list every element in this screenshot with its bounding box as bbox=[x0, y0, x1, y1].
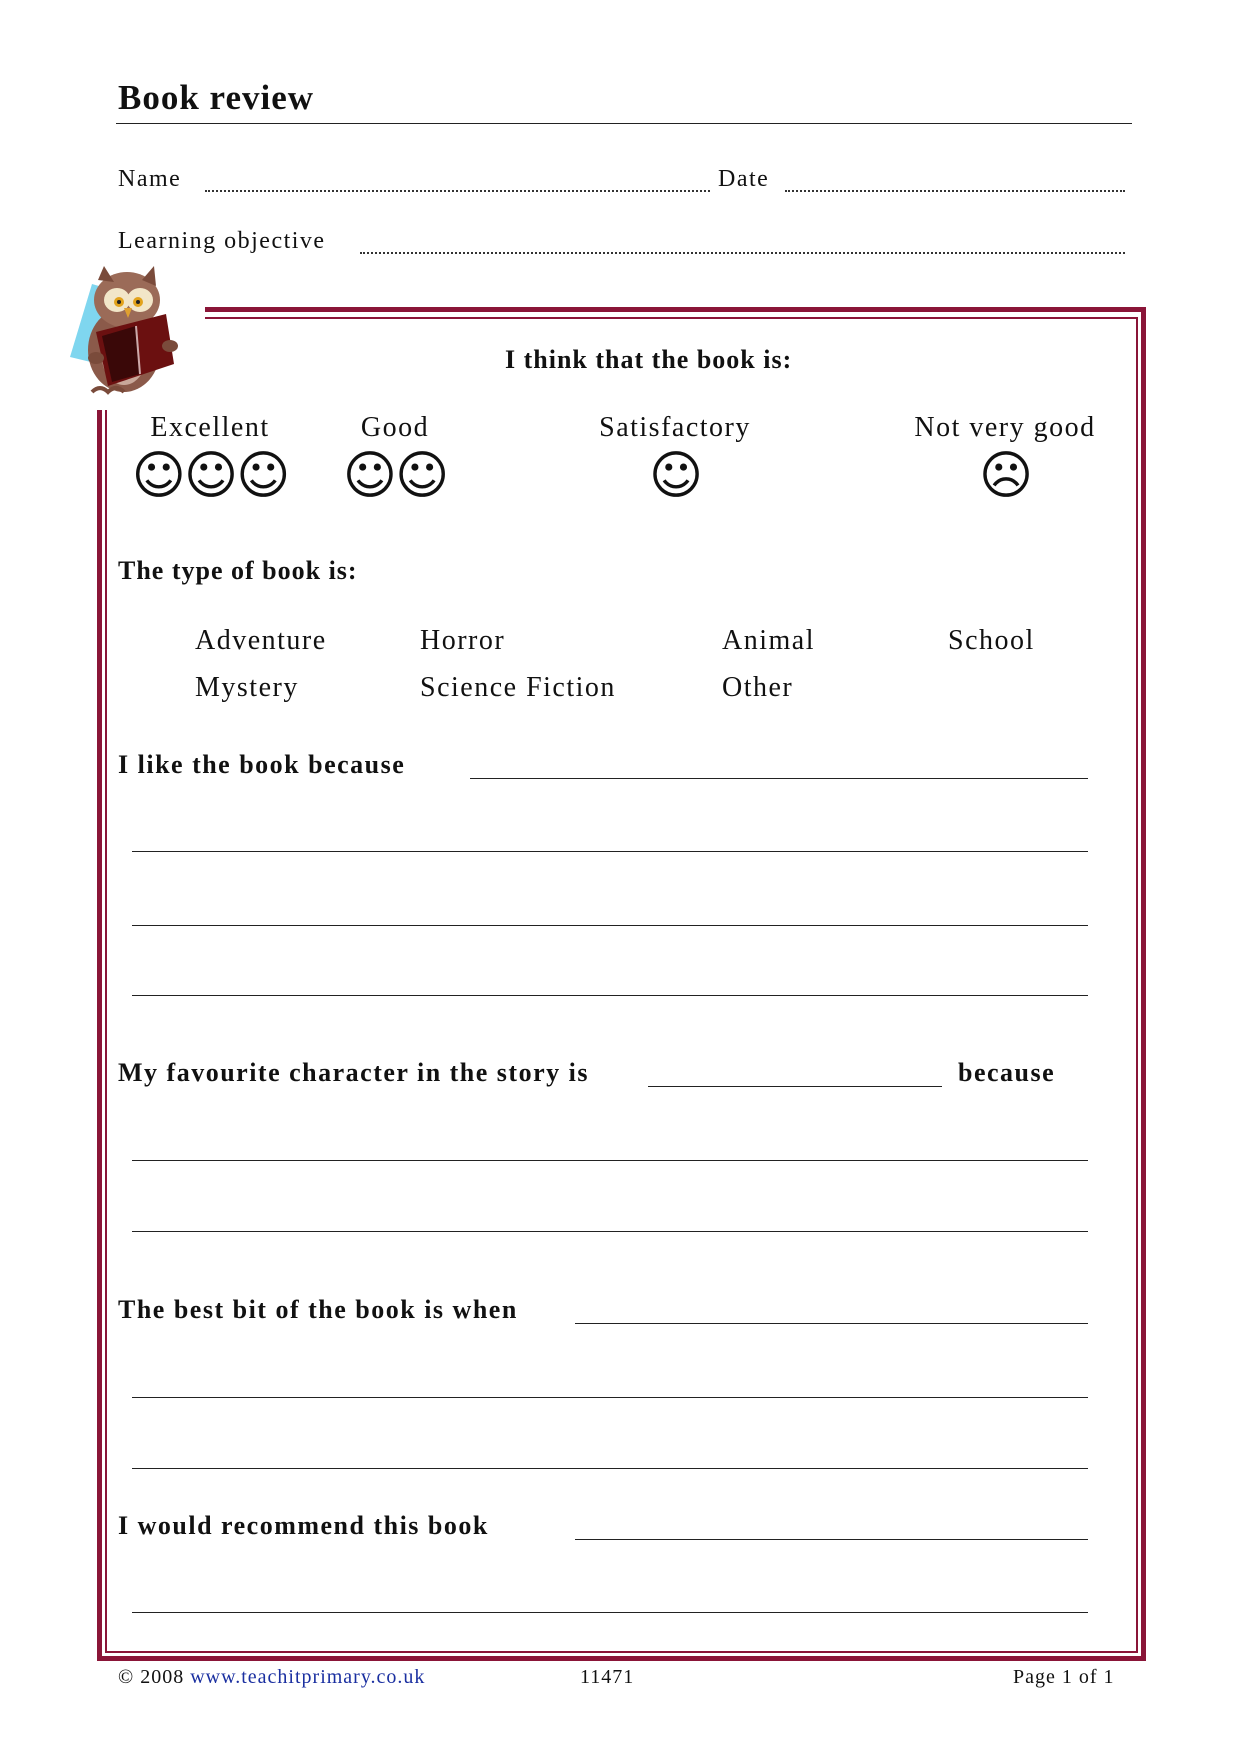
recommend-prompt: I would recommend this book bbox=[118, 1511, 489, 1540]
smiley-face-icon: ☺☺☺ bbox=[131, 446, 289, 506]
answer-line[interactable] bbox=[470, 778, 1088, 779]
genre-option-other[interactable]: Other bbox=[722, 672, 794, 703]
genre-option-mystery[interactable]: Mystery bbox=[195, 672, 299, 703]
resource-code: 11471 bbox=[580, 1666, 635, 1688]
rating-option-satisfactory[interactable] bbox=[565, 412, 785, 506]
answer-line[interactable] bbox=[132, 925, 1088, 926]
genre-option-school[interactable]: School bbox=[948, 625, 1035, 656]
objective-field[interactable] bbox=[360, 252, 1125, 254]
answer-line[interactable] bbox=[132, 1231, 1088, 1232]
objective-label: Learning objective bbox=[118, 228, 326, 254]
answer-line[interactable] bbox=[132, 851, 1088, 852]
rating-option-not-very-good[interactable] bbox=[890, 412, 1120, 506]
smiley-face-icon: ☺ bbox=[648, 446, 702, 506]
frowning-face-icon: ☹ bbox=[978, 446, 1032, 506]
genre-option-science-fiction[interactable]: Science Fiction bbox=[420, 672, 616, 703]
rating-label: Excellent bbox=[150, 412, 270, 443]
name-field[interactable] bbox=[205, 190, 710, 192]
answer-line[interactable] bbox=[132, 1468, 1088, 1469]
genre-option-animal[interactable]: Animal bbox=[722, 625, 815, 656]
genre-heading: The type of book is: bbox=[118, 556, 358, 585]
answer-line[interactable] bbox=[132, 1160, 1088, 1161]
copyright-text: © 2008 bbox=[118, 1666, 185, 1688]
review-frame-inner bbox=[105, 317, 1138, 1653]
owl-reading-book-icon bbox=[62, 262, 197, 402]
date-field[interactable] bbox=[785, 190, 1125, 192]
best-bit-prompt: The best bit of the book is when bbox=[118, 1295, 518, 1324]
title-underline bbox=[116, 123, 1132, 124]
rating-label: Good bbox=[360, 412, 430, 443]
genre-option-adventure[interactable]: Adventure bbox=[195, 625, 327, 656]
genre-option-horror[interactable]: Horror bbox=[420, 625, 506, 656]
name-label: Name bbox=[118, 166, 182, 192]
date-label: Date bbox=[718, 166, 770, 192]
rating-option-good[interactable] bbox=[320, 412, 470, 506]
answer-line[interactable] bbox=[132, 1612, 1088, 1613]
like-prompt: I like the book because bbox=[118, 750, 406, 779]
answer-line[interactable] bbox=[132, 995, 1088, 996]
character-answer-line[interactable] bbox=[648, 1086, 942, 1087]
footer-copyright bbox=[118, 1666, 425, 1689]
rating-option-excellent[interactable] bbox=[120, 412, 300, 506]
answer-line[interactable] bbox=[132, 1397, 1088, 1398]
website-link[interactable]: www.teachitprimary.co.uk bbox=[190, 1666, 426, 1688]
rating-label: Not very good bbox=[914, 412, 1096, 443]
rating-heading: I think that the book is: bbox=[505, 345, 793, 374]
answer-line[interactable] bbox=[575, 1323, 1088, 1324]
rating-label: Satisfactory bbox=[599, 412, 751, 443]
character-prompt: My favourite character in the story is bbox=[118, 1058, 589, 1087]
page-title: Book review bbox=[118, 78, 315, 117]
page-number: Page 1 of 1 bbox=[1013, 1666, 1115, 1688]
character-because-label: because bbox=[958, 1058, 1056, 1087]
answer-line[interactable] bbox=[575, 1539, 1088, 1540]
smiley-face-icon: ☺☺ bbox=[342, 446, 448, 506]
